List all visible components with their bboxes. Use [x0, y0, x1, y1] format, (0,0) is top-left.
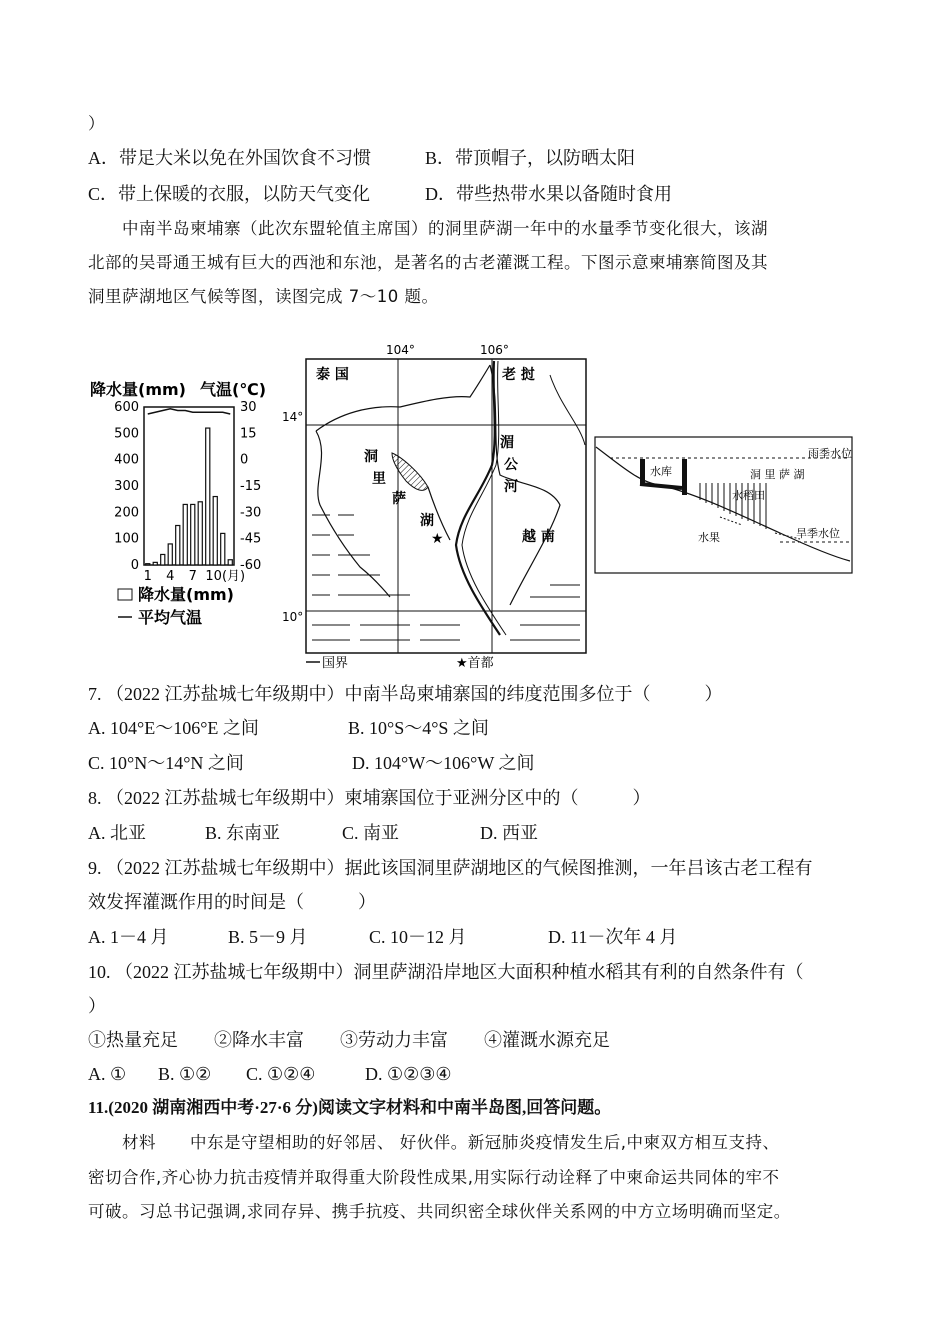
precip-bar	[206, 428, 210, 565]
precip-bar	[153, 562, 157, 565]
cambodia-map	[282, 343, 586, 671]
q11-material-line-3: 可破。习总书记强调,求同存异、携手抗疫、共同织密全球伙伴关系网的中方立场明确而坚定。	[88, 1202, 791, 1221]
question-10-line-2: ）	[88, 996, 106, 1016]
precip-bar	[168, 544, 172, 565]
temperature-line	[148, 409, 231, 414]
label-laos: 老 挝	[502, 367, 535, 383]
temp-axis-label: 气温(℃)	[200, 380, 267, 399]
right-tick-label: 15	[240, 426, 257, 442]
q8-option-b: B. 东南亚	[205, 823, 281, 843]
q11-material-line-2: 密切合作,齐心协力抗击疫情并取得重大阶段性成果,用实际行动诠释了中柬命运共同体的牢不	[88, 1168, 780, 1187]
question-9-line-1: 9. （2022 江苏盐城七年级期中）据此该国洞里萨湖地区的气候图推测，一年吕该古老工程有	[88, 858, 813, 878]
precip-bar	[221, 533, 225, 565]
label-mekong-1: 湄	[500, 435, 514, 451]
option-d: D．带些热带水果以备随时食用	[425, 184, 672, 204]
passage-line-1: 中南半岛柬埔寨（此次东盟轮值主席国）的洞里萨湖一年中的水量季节变化很大，该湖	[122, 219, 768, 238]
month-tick-label: 1	[143, 569, 152, 584]
q7-option-a: A. 104°E～106°E 之间	[88, 718, 259, 738]
lat-14-label: 14°	[282, 410, 304, 424]
q10-option-c: C. ①②④	[246, 1064, 316, 1084]
right-tick-label: -45	[240, 531, 262, 547]
q7-option-c: C. 10°N～14°N 之间	[88, 753, 244, 773]
legend-border-label: 国界	[322, 656, 349, 671]
lake-profile	[595, 437, 852, 573]
left-tick-label: 600	[114, 400, 139, 415]
option-c: C．带上保暖的衣服，以防天气变化	[88, 184, 371, 204]
q10-items: ①热量充足 ②降水丰富 ③劳动力丰富 ④灌溉水源充足	[88, 1030, 610, 1050]
label-thailand: 泰 国	[316, 367, 349, 383]
left-tick-label: 300	[114, 479, 139, 494]
month-tick-label: 4	[166, 569, 175, 584]
capital-star: ★	[431, 531, 444, 547]
month-tick-label: 10(月)	[205, 569, 246, 584]
label-vietnam: 越 南	[522, 529, 555, 545]
dry-level-label: 旱季水位	[796, 527, 840, 540]
q9-option-b: B. 5－9 月	[228, 927, 308, 947]
question-9-line-2: 效发挥灌溉作用的时间是（ ）	[88, 892, 376, 912]
option-b: B．带顶帽子，以防晒太阳	[425, 148, 636, 168]
precip-bar	[198, 502, 202, 565]
left-tick-label: 500	[114, 426, 139, 442]
legend-capital-label: ★首都	[456, 656, 494, 671]
climate-chart	[90, 380, 266, 627]
question-11-title: 11.(2020 湖南湘西中考·27·6 分)阅读文字材料和中南半岛图,回答问题。	[88, 1098, 612, 1117]
rainy-level-label: 雨季水位	[808, 447, 852, 460]
question-8: 8. （2022 江苏盐城七年级期中）柬埔寨国位于亚洲分区中的（ ）	[88, 788, 651, 808]
q10-option-a: A. ①	[88, 1064, 127, 1084]
precip-bar	[191, 504, 195, 565]
option-a: A．带足大米以免在外国饮食不习惯	[88, 148, 371, 168]
right-tick-label: 30	[240, 400, 257, 415]
passage-line-3: 洞里萨湖地区气候等图，读图完成 7～10 题。	[88, 287, 439, 306]
reservoir-label: 水库	[650, 465, 672, 478]
precip-bar	[183, 504, 187, 565]
label-mekong-2: 公	[504, 457, 518, 473]
q8-option-c: C. 南亚	[342, 823, 400, 843]
month-tick-label: 7	[188, 569, 197, 584]
lat-10-label: 10°	[282, 610, 304, 624]
q9-option-c: C. 10－12 月	[369, 927, 467, 947]
precip-bar	[176, 526, 180, 566]
legend-precip-swatch	[118, 589, 132, 600]
legend-temp-label: 平均气温	[138, 608, 203, 627]
figure-group	[80, 335, 870, 675]
right-tick-label: -60	[240, 558, 262, 573]
q7-option-b: B. 10°S～4°S 之间	[348, 718, 489, 738]
left-tick-label: 0	[130, 558, 139, 573]
right-tick-label: -15	[240, 479, 262, 494]
q7-option-d: D. 104°W～106°W 之间	[352, 753, 535, 773]
q10-option-d: D. ①②③④	[365, 1064, 452, 1084]
left-tick-label: 100	[114, 531, 139, 547]
label-lake-3: 萨	[392, 491, 406, 507]
precip-axis-label: 降水量(mm)	[90, 380, 186, 399]
lake-label: 洞 里 萨 湖	[750, 468, 805, 481]
q9-option-d: D. 11－次年 4 月	[548, 927, 678, 947]
paddy-label: 水稻田	[732, 489, 765, 502]
orchard-label: 水果	[698, 531, 720, 544]
lon-106-label: 106°	[480, 343, 509, 357]
label-lake-2: 里	[372, 471, 386, 487]
left-tick-label: 200	[114, 505, 139, 521]
label-mekong-3: 河	[504, 479, 518, 495]
question-7: 7. （2022 江苏盐城七年级期中）中南半岛柬埔寨国的纬度范围多位于（ ）	[88, 684, 723, 704]
right-tick-label: 0	[240, 452, 249, 468]
q9-option-a: A. 1－4 月	[88, 927, 169, 947]
passage-line-2: 北部的吴哥通王城有巨大的西池和东池，是著名的古老灌溉工程。下图示意柬埔寨简图及其	[88, 253, 768, 272]
q10-option-b: B. ①②	[158, 1064, 212, 1084]
precip-bar	[228, 560, 232, 565]
q11-material-line-1: 材料 中东是守望相助的好邻居、 好伙伴。新冠肺炎疫情发生后,中柬双方相互支持、	[122, 1133, 780, 1152]
legend-precip-label: 降水量(mm)	[138, 585, 234, 604]
label-lake-1: 洞	[364, 449, 378, 465]
q8-option-a: A. 北亚	[88, 823, 146, 843]
label-lake-4: 湖	[420, 513, 434, 529]
question-paren-close: ）	[88, 114, 105, 133]
precip-bar	[146, 564, 150, 565]
precip-bar	[213, 497, 217, 565]
reservoir-wall-left	[640, 459, 645, 484]
left-tick-label: 400	[114, 452, 139, 468]
reservoir-wall-right	[682, 459, 687, 495]
map-frame	[306, 359, 586, 653]
question-10-line-1: 10. （2022 江苏盐城七年级期中）洞里萨湖沿岸地区大面积种植水稻其有利的自然条件有（	[88, 962, 804, 982]
q8-option-d: D. 西亚	[480, 823, 538, 843]
lon-104-label: 104°	[386, 343, 415, 357]
right-tick-label: -30	[240, 505, 262, 521]
precip-bar	[161, 554, 165, 565]
